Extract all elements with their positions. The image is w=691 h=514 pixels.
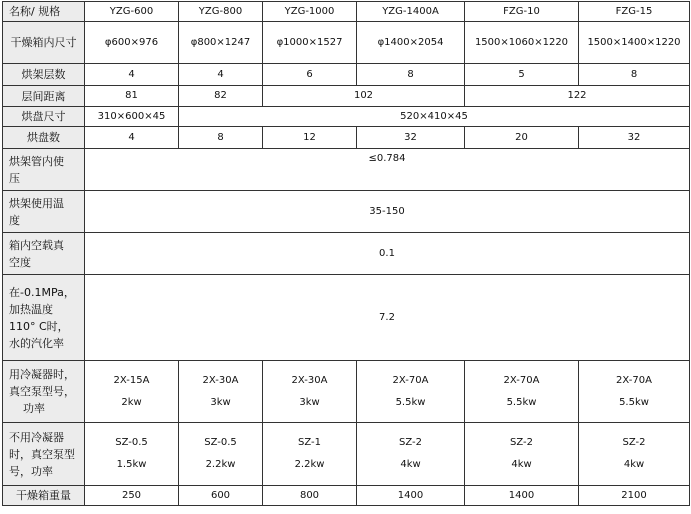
table-row [3, 361, 690, 423]
table-cell: 310×600×45 [85, 107, 179, 127]
model-header: YZG-1400A [357, 2, 465, 22]
pump-model: SZ-1 [298, 437, 321, 448]
table-cell [579, 423, 690, 486]
table-row [3, 191, 690, 233]
row-label-pipe-pressure [3, 149, 85, 191]
table-cell [85, 423, 179, 486]
table-row [3, 64, 690, 86]
row-label-layer-spacing: 层间距离 [3, 86, 85, 107]
table-cell: 6 [263, 64, 357, 86]
label-line: 压 [9, 171, 20, 185]
table-cell: 12 [263, 127, 357, 149]
row-label-shelf-layers: 烘架层数 [3, 64, 85, 86]
pump-power: 4kw [623, 459, 645, 470]
pump-model: SZ-0.5 [204, 437, 237, 448]
pump-power: 5.5kw [506, 396, 537, 408]
label-line: 110° C时， [9, 319, 69, 333]
model-header: FZG-10 [465, 2, 579, 22]
pump-model: SZ-2 [510, 437, 533, 448]
table-cell: 35-150 [85, 191, 690, 233]
table-cell: 1500×1400×1220 [579, 22, 690, 64]
row-label-inner-size: 干燥箱内尺寸 [3, 22, 85, 64]
label-line: 加热温度 [9, 302, 53, 316]
table-cell: 8 [579, 64, 690, 86]
label-line: 烘架管内使 [9, 154, 64, 168]
model-header: YZG-1000 [263, 2, 357, 22]
table-cell: 4 [179, 64, 263, 86]
pump-model: SZ-0.5 [115, 437, 148, 448]
table-cell: 600 [179, 486, 263, 506]
label-line: 功率 [23, 402, 45, 415]
pump-model: SZ-2 [399, 437, 422, 448]
label-line: 号，功率 [9, 464, 53, 478]
table-row [3, 275, 690, 361]
row-label-tray-size: 烘盘尺寸 [3, 107, 85, 127]
label-line: 烘架使用温 [9, 196, 64, 210]
model-header: FZG-15 [579, 2, 690, 22]
table-cell [465, 361, 579, 423]
table-cell: 122 [465, 86, 690, 107]
table-cell: 800 [263, 486, 357, 506]
table-cell: φ600×976 [85, 22, 179, 64]
row-label-vaporization [3, 275, 85, 361]
table-cell [357, 361, 465, 423]
table-cell: φ1400×2054 [357, 22, 465, 64]
table-cell: 520×410×45 [179, 107, 690, 127]
table-cell: 8 [357, 64, 465, 86]
pump-model: 2X-70A [503, 374, 540, 386]
pump-model: 2X-30A [291, 374, 328, 386]
table-cell: 5 [465, 64, 579, 86]
table-cell: 82 [179, 86, 263, 107]
table-cell: 1400 [357, 486, 465, 506]
table-cell: 8 [179, 127, 263, 149]
table-cell: 32 [579, 127, 690, 149]
label-line: 真空泵型号， [9, 385, 75, 398]
row-label-weight: 干燥箱重量 [3, 486, 85, 506]
table-cell: ≤0.784 [85, 149, 690, 191]
pump-power: 3kw [210, 396, 231, 408]
table-cell: φ1000×1527 [263, 22, 357, 64]
table-cell: 0.1 [85, 233, 690, 275]
table-cell: 4 [85, 127, 179, 149]
table-cell: φ800×1247 [179, 22, 263, 64]
pump-model: 2X-15A [113, 374, 150, 386]
pump-power: 4kw [400, 459, 421, 470]
row-label-tray-count: 烘盘数 [3, 127, 85, 149]
table-cell [357, 423, 465, 486]
table-cell: 1400 [465, 486, 579, 506]
label-line: 箱内空载真 [9, 238, 64, 252]
table-row [3, 107, 690, 127]
table-row [3, 22, 690, 64]
pump-model: 2X-70A [616, 374, 652, 386]
table-cell: 250 [85, 486, 179, 506]
label-line: 在-0.1MPa， [9, 285, 75, 299]
table-cell [179, 423, 263, 486]
table-row [3, 149, 690, 191]
table-cell: 4 [85, 64, 179, 86]
pump-power: 2.2kw [294, 459, 325, 470]
table-cell: 2100 [579, 486, 690, 506]
header-title: 名称/ 规格 [3, 2, 85, 22]
table-cell [263, 423, 357, 486]
label-line: 空度 [9, 255, 31, 269]
table-cell: 32 [357, 127, 465, 149]
table-cell [263, 361, 357, 423]
table-row [3, 423, 690, 486]
table-cell: 1500×1060×1220 [465, 22, 579, 64]
pump-power: 5.5kw [619, 396, 649, 408]
row-label-without-condenser [3, 423, 85, 486]
label-line: 不用冷凝器 [9, 430, 64, 444]
pump-power: 4kw [511, 459, 532, 470]
row-label-temperature [3, 191, 85, 233]
pump-power: 2.2kw [205, 459, 236, 470]
label-line: 用冷凝器时， [9, 368, 75, 381]
table-cell [579, 361, 690, 423]
row-label-with-condenser [3, 361, 85, 423]
pump-power: 5.5kw [395, 396, 426, 408]
header-row [3, 2, 690, 22]
table-cell [179, 361, 263, 423]
pump-power: 1.5kw [116, 459, 147, 470]
label-line: 度 [9, 213, 20, 227]
model-header: YZG-800 [179, 2, 263, 22]
table-row [3, 127, 690, 149]
table-cell [465, 423, 579, 486]
table-cell: 102 [263, 86, 465, 107]
pump-model: SZ-2 [622, 437, 646, 448]
table-row [3, 233, 690, 275]
table-cell: 20 [465, 127, 579, 149]
pump-power: 2kw [121, 396, 142, 408]
label-line: 水的汽化率 [9, 336, 64, 350]
row-label-vacuum [3, 233, 85, 275]
pump-power: 3kw [299, 396, 320, 408]
spec-table [2, 1, 690, 506]
pump-model: 2X-70A [392, 374, 429, 386]
table-row [3, 86, 690, 107]
label-line: 时，真空泵型 [9, 447, 75, 461]
table-row [3, 486, 690, 506]
pump-model: 2X-30A [202, 374, 239, 386]
table-cell: 81 [85, 86, 179, 107]
table-cell [85, 361, 179, 423]
model-header: YZG-600 [85, 2, 179, 22]
table-cell: 7.2 [85, 275, 690, 361]
